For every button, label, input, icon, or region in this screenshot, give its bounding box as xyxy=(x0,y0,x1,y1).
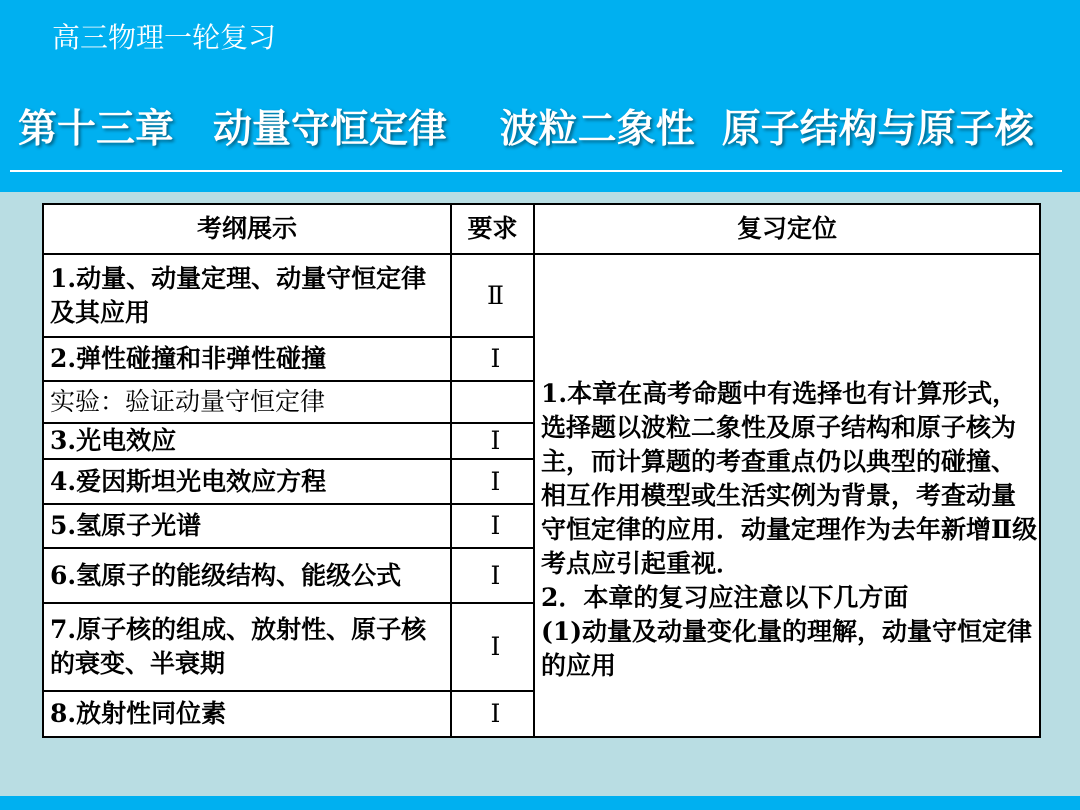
requirement-cell: Ⅰ xyxy=(451,603,534,691)
column-header-syllabus: 考纲展示 xyxy=(43,204,451,254)
column-header-positioning: 复习定位 xyxy=(534,204,1040,254)
topic-cell: 8.放射性同位素 xyxy=(43,691,451,737)
column-header-requirement: 要求 xyxy=(451,204,534,254)
header-divider xyxy=(10,170,1062,172)
requirement-cell: Ⅰ xyxy=(451,423,534,459)
table-header-row xyxy=(43,204,1040,254)
course-subtitle: 高三物理一轮复习 xyxy=(52,21,277,54)
requirement-cell: Ⅰ xyxy=(451,691,534,737)
positioning-paragraph-2: 2．本章的复习应注意以下几方面 xyxy=(541,582,909,612)
table-row xyxy=(43,254,1040,337)
slide-footer-bar xyxy=(0,796,1080,810)
requirement-cell: Ⅰ xyxy=(451,337,534,381)
topic-cell: 2.弹性碰撞和非弹性碰撞 xyxy=(43,337,451,381)
positioning-paragraph-1: 1.本章在高考命题中有选择也有计算形式，选择题以波粒二象性及原子结构和原子核为主，而计算题的考查重点仍以典型的碰撞、相互作用模型或生活实例为背景，考查动量守恒定律的应用．动量定理作为去年新增Ⅱ级考点应引起重视． xyxy=(541,378,1038,578)
requirement-cell: Ⅰ xyxy=(451,504,534,548)
topic-cell: 6.氢原子的能级结构、能级公式 xyxy=(43,548,451,603)
topic-cell: 7.原子核的组成、放射性、原子核的衰变、半衰期 xyxy=(43,603,451,691)
syllabus-table xyxy=(42,203,1041,738)
slide-header xyxy=(0,0,1080,192)
topic-cell: 5.氢原子光谱 xyxy=(43,504,451,548)
topic-cell: 4.爱因斯坦光电效应方程 xyxy=(43,459,451,504)
review-positioning-cell xyxy=(534,254,1040,737)
chapter-title: 第十三章 动量守恒定律 波粒二象性 原子结构与原子核 xyxy=(18,107,1034,152)
topic-cell: 3.光电效应 xyxy=(43,423,451,459)
topic-cell: 1.动量、动量定理、动量守恒定律及其应用 xyxy=(43,254,451,337)
topic-cell: 实验：验证动量守恒定律 xyxy=(43,381,451,423)
positioning-paragraph-3: (1)动量及动量变化量的理解，动量守恒定律的应用 xyxy=(541,616,1033,680)
requirement-cell xyxy=(451,381,534,423)
requirement-cell: Ⅱ xyxy=(451,254,534,337)
requirement-cell: Ⅰ xyxy=(451,459,534,504)
requirement-cell: Ⅰ xyxy=(451,548,534,603)
